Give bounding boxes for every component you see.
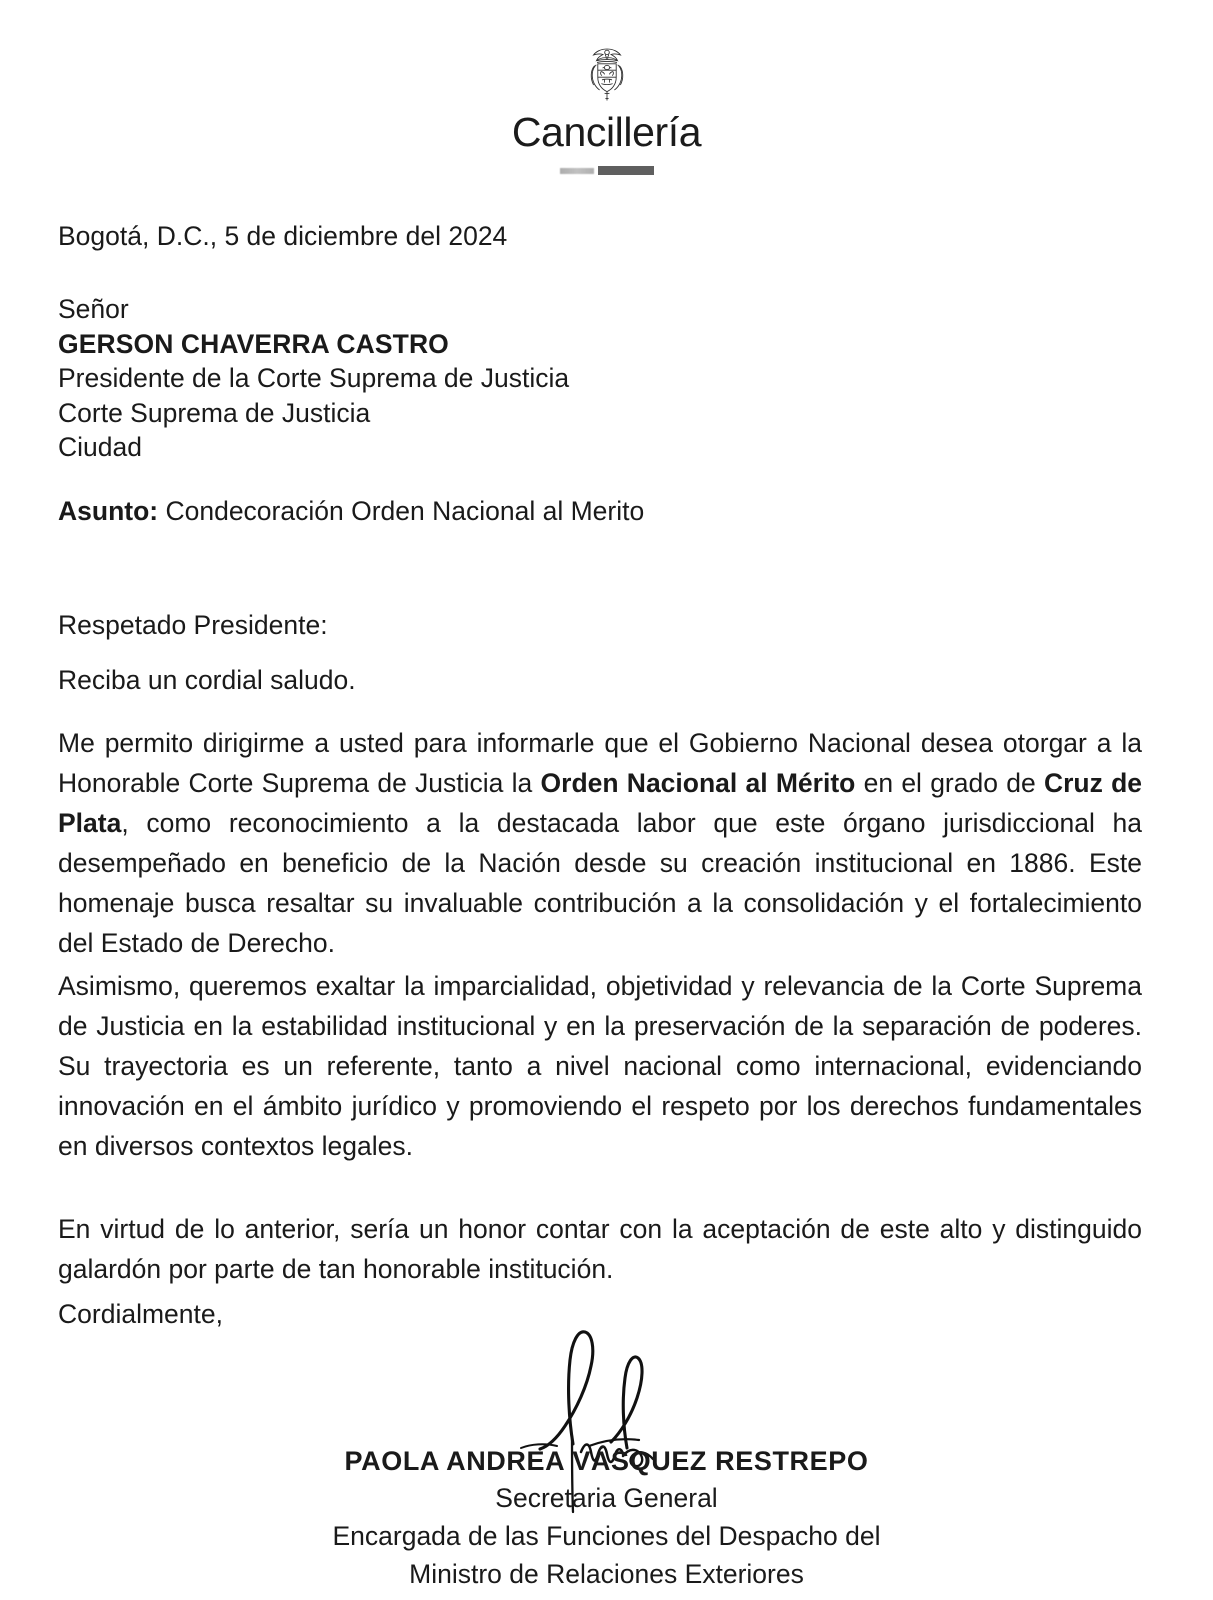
subject-line bbox=[58, 494, 1142, 528]
signer-name: PAOLA ANDREA VÁSQUEZ RESTREPO bbox=[344, 1446, 869, 1476]
brand-wordmark: Cancillería bbox=[511, 109, 702, 155]
paragraph-1-part-2: en el grado de bbox=[855, 768, 1044, 798]
signer-block bbox=[0, 1443, 1213, 1593]
paragraph-1 bbox=[58, 723, 1142, 963]
closing-salutation: Cordialmente, bbox=[58, 1299, 223, 1329]
addressee-city: Ciudad bbox=[58, 432, 142, 462]
paragraph-1-bold-award: Orden Nacional al Mérito bbox=[540, 768, 856, 798]
subject-text: Condecoración Orden Nacional al Merito bbox=[165, 496, 645, 526]
greeting-line: Reciba un cordial saludo. bbox=[58, 665, 356, 695]
tagline-glyph-right bbox=[598, 166, 654, 175]
signer-delegation-line-2: Ministro de Relaciones Exteriores bbox=[409, 1559, 804, 1589]
gobierno-de-colombia-tagline-icon bbox=[0, 166, 1213, 175]
paragraph-3: En virtud de lo anterior, sería un honor contar con la aceptación de este alto y distinguido galardón por parte de tan honorable institución. bbox=[58, 1214, 1142, 1284]
paragraph-1-bold-grade: Cruz de Plata bbox=[58, 768, 1142, 838]
dateline: Bogotá, D.C., 5 de diciembre del 2024 bbox=[58, 221, 508, 251]
addressee-title: Presidente de la Corte Suprema de Justicia bbox=[58, 363, 570, 393]
signer-role: Secretaria General bbox=[495, 1483, 718, 1513]
addressee-block bbox=[58, 292, 1142, 465]
tagline-glyph-left bbox=[560, 168, 594, 174]
colombia-coat-of-arms-icon bbox=[584, 46, 630, 104]
signer-delegation-line-1: Encargada de las Funciones del Despacho del bbox=[332, 1521, 881, 1551]
paragraph-2: Asimismo, queremos exaltar la imparcialidad, objetividad y relevancia de la Corte Suprema de Justicia en la estabilidad institucional y en la preservación de la separación de poderes. Su trayectoria es un referente, tanto a nivel nacional como internacional, evidenciando innovación en el ámbito jurídico y promoviendo el respeto por los derechos fundamentales en diversos contextos legales. bbox=[58, 971, 1142, 1161]
addressee-name: GERSON CHAVERRA CASTRO bbox=[58, 328, 449, 359]
salutation: Respetado Presidente: bbox=[58, 610, 328, 640]
addressee-institution: Corte Suprema de Justicia bbox=[58, 397, 371, 428]
paragraph-1-part-3: , como reconocimiento a la destacada labor que este órgano jurisdiccional ha desempeñado en beneficio de la Nación desde su creación institucional en 1886. Este homenaje busca resaltar su invaluable contribución a la consolidación y el fortalecimiento del Estado de Derecho. bbox=[58, 808, 1142, 958]
paragraph-1-part-1: Me permito dirigirme a usted para informarle que el Gobierno Nacional desea otorgar a la Honorable Corte Suprema de Justicia la bbox=[58, 728, 1142, 798]
letterhead bbox=[0, 46, 1213, 175]
subject-label: Asunto: bbox=[58, 496, 159, 526]
addressee-courtesy: Señor bbox=[58, 294, 129, 324]
